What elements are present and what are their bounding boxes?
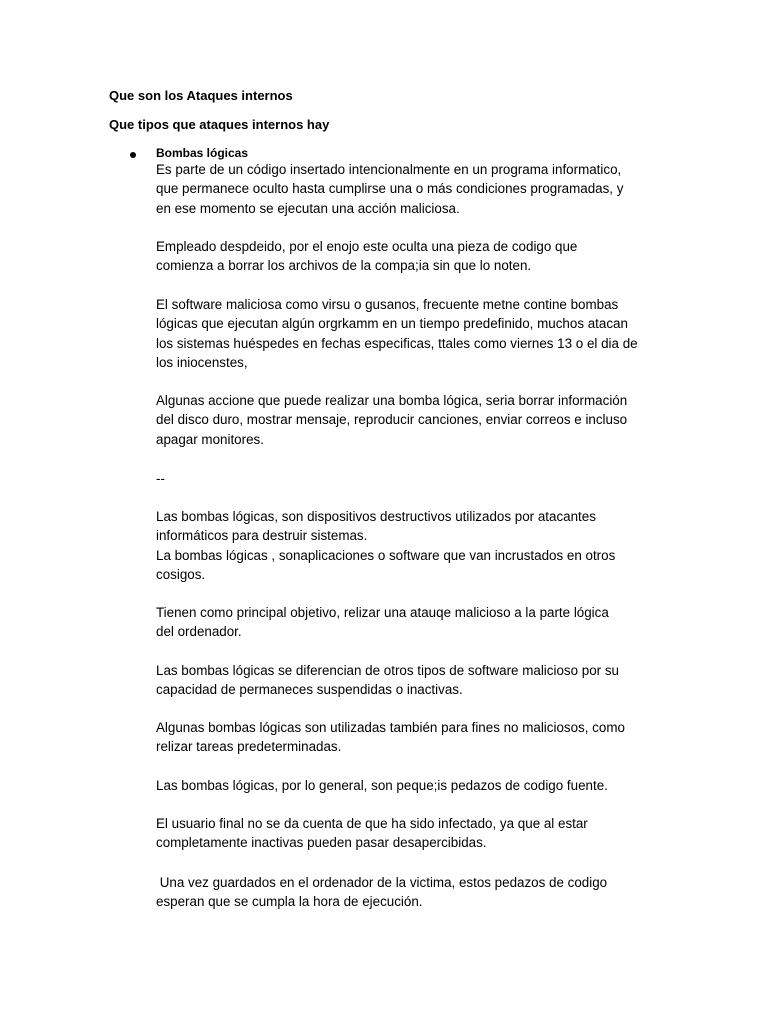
text-line: completamente inactivas pueden pasar desapercibidas. xyxy=(156,835,487,851)
paragraph xyxy=(156,237,676,276)
text-line: El usuario final no se da cuenta de que ha sido infectado, ya que al estar xyxy=(156,816,588,831)
paragraph xyxy=(156,776,676,795)
text-line: comienza a borrar los archivos de la compa;ia sin que lo noten. xyxy=(156,258,532,274)
text-line: los iniocenstes, xyxy=(156,354,248,370)
text-line: -- xyxy=(156,471,165,486)
paragraph xyxy=(156,873,676,912)
bullet-title: Bombas lógicas xyxy=(156,146,249,160)
heading-ataques-internos: Que son los Ataques internos xyxy=(109,88,293,103)
text-line: relizar tareas predeterminadas. xyxy=(156,739,342,755)
text-line: Las bombas lógicas, por lo general, son peque;is pedazos de codigo fuente. xyxy=(156,778,608,793)
text-line: del disco duro, mostrar mensaje, reproducir canciones, enviar correos e incluso xyxy=(156,412,628,428)
text-line: Es parte de un código insertado intencionalmente en un programa informatico, xyxy=(156,162,622,177)
bullet-icon xyxy=(130,152,136,158)
paragraph xyxy=(156,391,676,449)
paragraph xyxy=(156,295,676,372)
text-line: lógicas que ejecutan algún orgrkamm en un tiempo predefinido, muchos atacan xyxy=(156,316,628,332)
text-line: capacidad de permaneces suspendidas o inactivas. xyxy=(156,682,463,698)
paragraph xyxy=(156,160,676,218)
paragraph xyxy=(156,603,676,642)
text-line: Las bombas lógicas se diferencian de otros tipos de software malicioso por su xyxy=(156,663,619,678)
paragraph xyxy=(156,469,676,488)
heading-tipos-ataques: Que tipos que ataques internos hay xyxy=(109,117,330,132)
paragraph xyxy=(156,718,676,757)
paragraph xyxy=(156,507,676,584)
text-line: El software maliciosa como virsu o gusanos, frecuente metne contine bombas xyxy=(156,297,619,312)
text-line: esperan que se cumpla la hora de ejecución. xyxy=(156,894,423,910)
paragraph xyxy=(156,814,676,853)
text-line: Algunas bombas lógicas son utilizadas también para fines no maliciosos, como xyxy=(156,720,625,735)
text-line: Las bombas lógicas, son dispositivos destructivos utilizados por atacantes xyxy=(156,509,596,524)
text-line: del ordenador. xyxy=(156,624,242,640)
text-line: en ese momento se ejecutan una acción maliciosa. xyxy=(156,200,460,216)
text-line: cosigos. xyxy=(156,566,206,582)
paragraph xyxy=(156,661,676,700)
text-line: los sistemas huéspedes en fechas especificas, ttales como viernes 13 o el dia de xyxy=(156,335,638,351)
text-line: que permanece oculto hasta cumplirse una o más condiciones programadas, y xyxy=(156,181,624,197)
text-line: La bombas lógicas , sonaplicaciones o software que van incrustados en otros xyxy=(156,547,616,563)
text-line: Empleado despdeido, por el enojo este oculta una pieza de codigo que xyxy=(156,239,578,254)
text-line: Tienen como principal objetivo, relizar una atauqe malicioso a la parte lógica xyxy=(156,605,609,620)
text-line: Una vez guardados en el ordenador de la victima, estos pedazos de codigo xyxy=(156,875,608,890)
text-line: Algunas accione que puede realizar una bomba lógica, seria borrar información xyxy=(156,393,628,408)
text-line: apagar monitores. xyxy=(156,431,264,447)
text-line: informáticos para destruir sistemas. xyxy=(156,528,368,544)
